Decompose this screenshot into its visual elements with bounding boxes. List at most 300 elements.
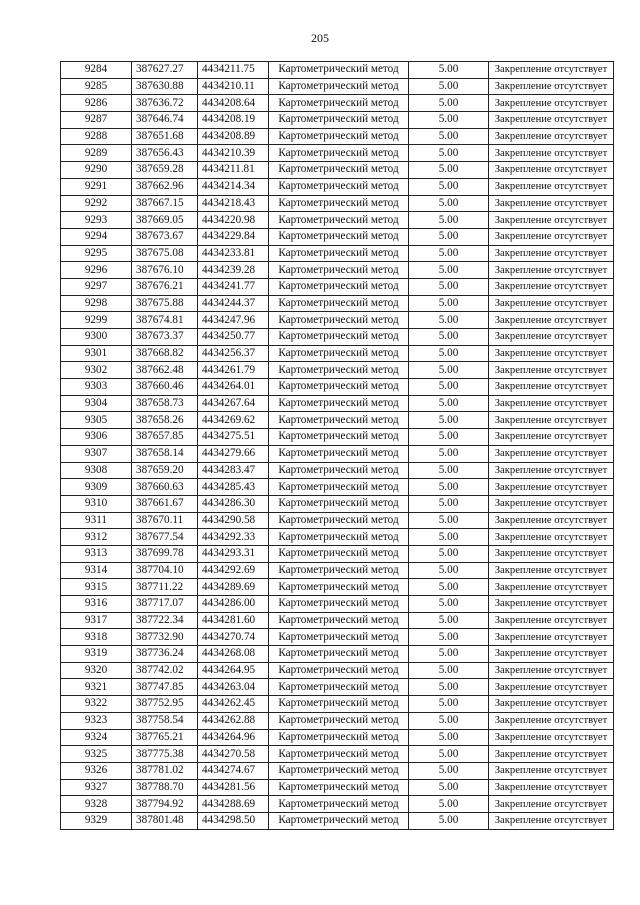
- accuracy-cell: 5.00: [409, 62, 489, 79]
- method-cell: Картометрический метод: [269, 696, 409, 713]
- accuracy-cell: 5.00: [409, 612, 489, 629]
- x-coordinate-cell: 387765.21: [132, 729, 198, 746]
- accuracy-cell: 5.00: [409, 796, 489, 813]
- y-coordinate-cell: 4434292.69: [198, 562, 269, 579]
- y-coordinate-cell: 4434208.89: [198, 128, 269, 145]
- fixation-cell: Закрепление отсутствует: [489, 112, 614, 129]
- method-cell: Картометрический метод: [269, 529, 409, 546]
- x-coordinate-cell: 387661.67: [132, 495, 198, 512]
- fixation-cell: Закрепление отсутствует: [489, 562, 614, 579]
- method-cell: Картометрический метод: [269, 495, 409, 512]
- table-row: [61, 212, 614, 229]
- x-coordinate-cell: 387659.28: [132, 162, 198, 179]
- point-number-cell: 9296: [61, 262, 132, 279]
- y-coordinate-cell: 4434211.81: [198, 162, 269, 179]
- point-number-cell: 9312: [61, 529, 132, 546]
- method-cell: Картометрический метод: [269, 329, 409, 346]
- accuracy-cell: 5.00: [409, 462, 489, 479]
- table-row: [61, 495, 614, 512]
- point-number-cell: 9313: [61, 545, 132, 562]
- x-coordinate-cell: 387668.82: [132, 345, 198, 362]
- accuracy-cell: 5.00: [409, 746, 489, 763]
- x-coordinate-cell: 387747.85: [132, 679, 198, 696]
- method-cell: Картометрический метод: [269, 195, 409, 212]
- fixation-cell: Закрепление отсутствует: [489, 495, 614, 512]
- table-row: [61, 262, 614, 279]
- method-cell: Картометрический метод: [269, 646, 409, 663]
- x-coordinate-cell: 387717.07: [132, 596, 198, 613]
- accuracy-cell: 5.00: [409, 312, 489, 329]
- x-coordinate-cell: 387674.81: [132, 312, 198, 329]
- accuracy-cell: 5.00: [409, 579, 489, 596]
- fixation-cell: Закрепление отсутствует: [489, 145, 614, 162]
- x-coordinate-cell: 387675.08: [132, 245, 198, 262]
- method-cell: Картометрический метод: [269, 262, 409, 279]
- y-coordinate-cell: 4434241.77: [198, 278, 269, 295]
- fixation-cell: Закрепление отсутствует: [489, 762, 614, 779]
- point-number-cell: 9310: [61, 495, 132, 512]
- accuracy-cell: 5.00: [409, 345, 489, 362]
- table-row: [61, 95, 614, 112]
- accuracy-cell: 5.00: [409, 712, 489, 729]
- fixation-cell: Закрепление отсутствует: [489, 612, 614, 629]
- x-coordinate-cell: 387667.15: [132, 195, 198, 212]
- y-coordinate-cell: 4434279.66: [198, 445, 269, 462]
- y-coordinate-cell: 4434264.95: [198, 662, 269, 679]
- table-row: [61, 429, 614, 446]
- accuracy-cell: 5.00: [409, 629, 489, 646]
- method-cell: Картометрический метод: [269, 379, 409, 396]
- point-number-cell: 9314: [61, 562, 132, 579]
- y-coordinate-cell: 4434275.51: [198, 429, 269, 446]
- fixation-cell: Закрепление отсутствует: [489, 779, 614, 796]
- accuracy-cell: 5.00: [409, 329, 489, 346]
- point-number-cell: 9321: [61, 679, 132, 696]
- point-number-cell: 9303: [61, 379, 132, 396]
- table-row: [61, 629, 614, 646]
- table-row: [61, 596, 614, 613]
- method-cell: Картометрический метод: [269, 579, 409, 596]
- method-cell: Картометрический метод: [269, 295, 409, 312]
- x-coordinate-cell: 387669.05: [132, 212, 198, 229]
- y-coordinate-cell: 4434261.79: [198, 362, 269, 379]
- accuracy-cell: 5.00: [409, 262, 489, 279]
- point-number-cell: 9326: [61, 762, 132, 779]
- method-cell: Картометрический метод: [269, 746, 409, 763]
- page-number: 205: [311, 31, 329, 45]
- fixation-cell: Закрепление отсутствует: [489, 329, 614, 346]
- method-cell: Картометрический метод: [269, 796, 409, 813]
- x-coordinate-cell: 387758.54: [132, 712, 198, 729]
- table-row: [61, 746, 614, 763]
- accuracy-cell: 5.00: [409, 529, 489, 546]
- point-number-cell: 9301: [61, 345, 132, 362]
- method-cell: Картометрический метод: [269, 162, 409, 179]
- accuracy-cell: 5.00: [409, 295, 489, 312]
- y-coordinate-cell: 4434262.88: [198, 712, 269, 729]
- accuracy-cell: 5.00: [409, 696, 489, 713]
- table-row: [61, 779, 614, 796]
- fixation-cell: Закрепление отсутствует: [489, 729, 614, 746]
- point-number-cell: 9304: [61, 395, 132, 412]
- point-number-cell: 9306: [61, 429, 132, 446]
- method-cell: Картометрический метод: [269, 212, 409, 229]
- point-number-cell: 9289: [61, 145, 132, 162]
- method-cell: Картометрический метод: [269, 178, 409, 195]
- point-number-cell: 9285: [61, 78, 132, 95]
- point-number-cell: 9328: [61, 796, 132, 813]
- x-coordinate-cell: 387646.74: [132, 112, 198, 129]
- fixation-cell: Закрепление отсутствует: [489, 78, 614, 95]
- y-coordinate-cell: 4434268.08: [198, 646, 269, 663]
- point-number-cell: 9320: [61, 662, 132, 679]
- table-row: [61, 796, 614, 813]
- fixation-cell: Закрепление отсутствует: [489, 345, 614, 362]
- fixation-cell: Закрепление отсутствует: [489, 178, 614, 195]
- fixation-cell: Закрепление отсутствует: [489, 162, 614, 179]
- method-cell: Картометрический метод: [269, 312, 409, 329]
- point-number-cell: 9291: [61, 178, 132, 195]
- point-number-cell: 9300: [61, 329, 132, 346]
- method-cell: Картометрический метод: [269, 112, 409, 129]
- point-number-cell: 9307: [61, 445, 132, 462]
- accuracy-cell: 5.00: [409, 646, 489, 663]
- table-row: [61, 812, 614, 829]
- coordinates-table: [60, 61, 614, 830]
- point-number-cell: 9302: [61, 362, 132, 379]
- y-coordinate-cell: 4434218.43: [198, 195, 269, 212]
- table-row: [61, 479, 614, 496]
- point-number-cell: 9295: [61, 245, 132, 262]
- accuracy-cell: 5.00: [409, 596, 489, 613]
- accuracy-cell: 5.00: [409, 812, 489, 829]
- fixation-cell: Закрепление отсутствует: [489, 195, 614, 212]
- x-coordinate-cell: 387673.67: [132, 228, 198, 245]
- y-coordinate-cell: 4434211.75: [198, 62, 269, 79]
- x-coordinate-cell: 387660.46: [132, 379, 198, 396]
- table-row: [61, 228, 614, 245]
- fixation-cell: Закрепление отсутствует: [489, 479, 614, 496]
- y-coordinate-cell: 4434264.96: [198, 729, 269, 746]
- fixation-cell: Закрепление отсутствует: [489, 278, 614, 295]
- x-coordinate-cell: 387636.72: [132, 95, 198, 112]
- accuracy-cell: 5.00: [409, 445, 489, 462]
- y-coordinate-cell: 4434263.04: [198, 679, 269, 696]
- method-cell: Картометрический метод: [269, 62, 409, 79]
- table-row: [61, 128, 614, 145]
- accuracy-cell: 5.00: [409, 145, 489, 162]
- table-row: [61, 329, 614, 346]
- x-coordinate-cell: 387660.63: [132, 479, 198, 496]
- point-number-cell: 9297: [61, 278, 132, 295]
- point-number-cell: 9298: [61, 295, 132, 312]
- x-coordinate-cell: 387658.14: [132, 445, 198, 462]
- accuracy-cell: 5.00: [409, 512, 489, 529]
- y-coordinate-cell: 4434281.56: [198, 779, 269, 796]
- point-number-cell: 9293: [61, 212, 132, 229]
- x-coordinate-cell: 387658.73: [132, 395, 198, 412]
- y-coordinate-cell: 4434290.58: [198, 512, 269, 529]
- method-cell: Картометрический метод: [269, 462, 409, 479]
- table-row: [61, 712, 614, 729]
- y-coordinate-cell: 4434208.19: [198, 112, 269, 129]
- accuracy-cell: 5.00: [409, 178, 489, 195]
- point-number-cell: 9299: [61, 312, 132, 329]
- method-cell: Картометрический метод: [269, 245, 409, 262]
- point-number-cell: 9318: [61, 629, 132, 646]
- fixation-cell: Закрепление отсутствует: [489, 812, 614, 829]
- fixation-cell: Закрепление отсутствует: [489, 95, 614, 112]
- method-cell: Картометрический метод: [269, 729, 409, 746]
- y-coordinate-cell: 4434286.30: [198, 495, 269, 512]
- y-coordinate-cell: 4434210.39: [198, 145, 269, 162]
- point-number-cell: 9317: [61, 612, 132, 629]
- x-coordinate-cell: 387676.10: [132, 262, 198, 279]
- x-coordinate-cell: 387662.48: [132, 362, 198, 379]
- y-coordinate-cell: 4434293.31: [198, 545, 269, 562]
- y-coordinate-cell: 4434220.98: [198, 212, 269, 229]
- accuracy-cell: 5.00: [409, 429, 489, 446]
- table-body: [61, 62, 614, 830]
- y-coordinate-cell: 4434286.00: [198, 596, 269, 613]
- point-number-cell: 9329: [61, 812, 132, 829]
- y-coordinate-cell: 4434292.33: [198, 529, 269, 546]
- y-coordinate-cell: 4434288.69: [198, 796, 269, 813]
- accuracy-cell: 5.00: [409, 762, 489, 779]
- accuracy-cell: 5.00: [409, 362, 489, 379]
- accuracy-cell: 5.00: [409, 779, 489, 796]
- accuracy-cell: 5.00: [409, 212, 489, 229]
- table-row: [61, 195, 614, 212]
- fixation-cell: Закрепление отсутствует: [489, 529, 614, 546]
- method-cell: Картометрический метод: [269, 412, 409, 429]
- method-cell: Картометрический метод: [269, 345, 409, 362]
- x-coordinate-cell: 387670.11: [132, 512, 198, 529]
- y-coordinate-cell: 4434233.81: [198, 245, 269, 262]
- y-coordinate-cell: 4434256.37: [198, 345, 269, 362]
- y-coordinate-cell: 4434289.69: [198, 579, 269, 596]
- fixation-cell: Закрепление отсутствует: [489, 262, 614, 279]
- fixation-cell: Закрепление отсутствует: [489, 228, 614, 245]
- method-cell: Картометрический метод: [269, 812, 409, 829]
- fixation-cell: Закрепление отсутствует: [489, 212, 614, 229]
- method-cell: Картометрический метод: [269, 762, 409, 779]
- point-number-cell: 9324: [61, 729, 132, 746]
- y-coordinate-cell: 4434269.62: [198, 412, 269, 429]
- fixation-cell: Закрепление отсутствует: [489, 696, 614, 713]
- accuracy-cell: 5.00: [409, 679, 489, 696]
- fixation-cell: Закрепление отсутствует: [489, 579, 614, 596]
- method-cell: Картометрический метод: [269, 562, 409, 579]
- table-row: [61, 646, 614, 663]
- x-coordinate-cell: 387794.92: [132, 796, 198, 813]
- accuracy-cell: 5.00: [409, 195, 489, 212]
- table-row: [61, 729, 614, 746]
- fixation-cell: Закрепление отсутствует: [489, 596, 614, 613]
- y-coordinate-cell: 4434250.77: [198, 329, 269, 346]
- y-coordinate-cell: 4434283.47: [198, 462, 269, 479]
- accuracy-cell: 5.00: [409, 379, 489, 396]
- y-coordinate-cell: 4434270.74: [198, 629, 269, 646]
- accuracy-cell: 5.00: [409, 729, 489, 746]
- fixation-cell: Закрепление отсутствует: [489, 379, 614, 396]
- fixation-cell: Закрепление отсутствует: [489, 312, 614, 329]
- y-coordinate-cell: 4434244.37: [198, 295, 269, 312]
- table-row: [61, 362, 614, 379]
- accuracy-cell: 5.00: [409, 228, 489, 245]
- x-coordinate-cell: 387656.43: [132, 145, 198, 162]
- x-coordinate-cell: 387651.68: [132, 128, 198, 145]
- table-row: [61, 696, 614, 713]
- x-coordinate-cell: 387699.78: [132, 545, 198, 562]
- accuracy-cell: 5.00: [409, 395, 489, 412]
- table-row: [61, 345, 614, 362]
- x-coordinate-cell: 387732.90: [132, 629, 198, 646]
- y-coordinate-cell: 4434208.64: [198, 95, 269, 112]
- x-coordinate-cell: 387677.54: [132, 529, 198, 546]
- accuracy-cell: 5.00: [409, 78, 489, 95]
- table-row: [61, 545, 614, 562]
- accuracy-cell: 5.00: [409, 479, 489, 496]
- table-row: [61, 112, 614, 129]
- y-coordinate-cell: 4434267.64: [198, 395, 269, 412]
- fixation-cell: Закрепление отсутствует: [489, 545, 614, 562]
- point-number-cell: 9288: [61, 128, 132, 145]
- fixation-cell: Закрепление отсутствует: [489, 629, 614, 646]
- y-coordinate-cell: 4434262.45: [198, 696, 269, 713]
- accuracy-cell: 5.00: [409, 162, 489, 179]
- x-coordinate-cell: 387627.27: [132, 62, 198, 79]
- accuracy-cell: 5.00: [409, 95, 489, 112]
- y-coordinate-cell: 4434281.60: [198, 612, 269, 629]
- point-number-cell: 9309: [61, 479, 132, 496]
- accuracy-cell: 5.00: [409, 278, 489, 295]
- y-coordinate-cell: 4434264.01: [198, 379, 269, 396]
- table-row: [61, 579, 614, 596]
- fixation-cell: Закрепление отсутствует: [489, 662, 614, 679]
- x-coordinate-cell: 387742.02: [132, 662, 198, 679]
- accuracy-cell: 5.00: [409, 545, 489, 562]
- y-coordinate-cell: 4434285.43: [198, 479, 269, 496]
- accuracy-cell: 5.00: [409, 245, 489, 262]
- fixation-cell: Закрепление отсутствует: [489, 362, 614, 379]
- point-number-cell: 9290: [61, 162, 132, 179]
- method-cell: Картометрический метод: [269, 128, 409, 145]
- fixation-cell: Закрепление отсутствует: [489, 395, 614, 412]
- point-number-cell: 9287: [61, 112, 132, 129]
- table-row: [61, 412, 614, 429]
- x-coordinate-cell: 387662.96: [132, 178, 198, 195]
- method-cell: Картометрический метод: [269, 662, 409, 679]
- point-number-cell: 9316: [61, 596, 132, 613]
- point-number-cell: 9323: [61, 712, 132, 729]
- x-coordinate-cell: 387722.34: [132, 612, 198, 629]
- method-cell: Картометрический метод: [269, 278, 409, 295]
- method-cell: Картометрический метод: [269, 679, 409, 696]
- x-coordinate-cell: 387657.85: [132, 429, 198, 446]
- x-coordinate-cell: 387630.88: [132, 78, 198, 95]
- fixation-cell: Закрепление отсутствует: [489, 295, 614, 312]
- method-cell: Картометрический метод: [269, 712, 409, 729]
- fixation-cell: Закрепление отсутствует: [489, 646, 614, 663]
- table-row: [61, 295, 614, 312]
- table-row: [61, 612, 614, 629]
- table-row: [61, 529, 614, 546]
- point-number-cell: 9325: [61, 746, 132, 763]
- y-coordinate-cell: 4434247.96: [198, 312, 269, 329]
- x-coordinate-cell: 387675.88: [132, 295, 198, 312]
- point-number-cell: 9286: [61, 95, 132, 112]
- table-row: [61, 462, 614, 479]
- table-row: [61, 395, 614, 412]
- table-row: [61, 278, 614, 295]
- y-coordinate-cell: 4434210.11: [198, 78, 269, 95]
- method-cell: Картометрический метод: [269, 145, 409, 162]
- point-number-cell: 9327: [61, 779, 132, 796]
- y-coordinate-cell: 4434298.50: [198, 812, 269, 829]
- table-row: [61, 379, 614, 396]
- fixation-cell: Закрепление отсутствует: [489, 462, 614, 479]
- method-cell: Картометрический метод: [269, 479, 409, 496]
- method-cell: Картометрический метод: [269, 228, 409, 245]
- fixation-cell: Закрепление отсутствует: [489, 679, 614, 696]
- y-coordinate-cell: 4434239.28: [198, 262, 269, 279]
- point-number-cell: 9308: [61, 462, 132, 479]
- x-coordinate-cell: 387775.38: [132, 746, 198, 763]
- method-cell: Картометрический метод: [269, 445, 409, 462]
- method-cell: Картометрический метод: [269, 629, 409, 646]
- fixation-cell: Закрепление отсутствует: [489, 412, 614, 429]
- point-number-cell: 9305: [61, 412, 132, 429]
- table-row: [61, 512, 614, 529]
- accuracy-cell: 5.00: [409, 412, 489, 429]
- accuracy-cell: 5.00: [409, 128, 489, 145]
- y-coordinate-cell: 4434274.67: [198, 762, 269, 779]
- method-cell: Картометрический метод: [269, 95, 409, 112]
- x-coordinate-cell: 387658.26: [132, 412, 198, 429]
- x-coordinate-cell: 387788.70: [132, 779, 198, 796]
- table-row: [61, 312, 614, 329]
- fixation-cell: Закрепление отсутствует: [489, 746, 614, 763]
- method-cell: Картометрический метод: [269, 545, 409, 562]
- accuracy-cell: 5.00: [409, 112, 489, 129]
- table-row: [61, 445, 614, 462]
- table-row: [61, 762, 614, 779]
- table-row: [61, 562, 614, 579]
- accuracy-cell: 5.00: [409, 562, 489, 579]
- table-row: [61, 662, 614, 679]
- x-coordinate-cell: 387659.20: [132, 462, 198, 479]
- fixation-cell: Закрепление отсутствует: [489, 128, 614, 145]
- x-coordinate-cell: 387673.37: [132, 329, 198, 346]
- x-coordinate-cell: 387801.48: [132, 812, 198, 829]
- table-row: [61, 78, 614, 95]
- fixation-cell: Закрепление отсутствует: [489, 429, 614, 446]
- point-number-cell: 9294: [61, 228, 132, 245]
- point-number-cell: 9322: [61, 696, 132, 713]
- fixation-cell: Закрепление отсутствует: [489, 245, 614, 262]
- table-row: [61, 178, 614, 195]
- point-number-cell: 9284: [61, 62, 132, 79]
- fixation-cell: Закрепление отсутствует: [489, 712, 614, 729]
- x-coordinate-cell: 387704.10: [132, 562, 198, 579]
- point-number-cell: 9319: [61, 646, 132, 663]
- x-coordinate-cell: 387752.95: [132, 696, 198, 713]
- table-row: [61, 162, 614, 179]
- y-coordinate-cell: 4434214.34: [198, 178, 269, 195]
- method-cell: Картометрический метод: [269, 395, 409, 412]
- method-cell: Картометрический метод: [269, 78, 409, 95]
